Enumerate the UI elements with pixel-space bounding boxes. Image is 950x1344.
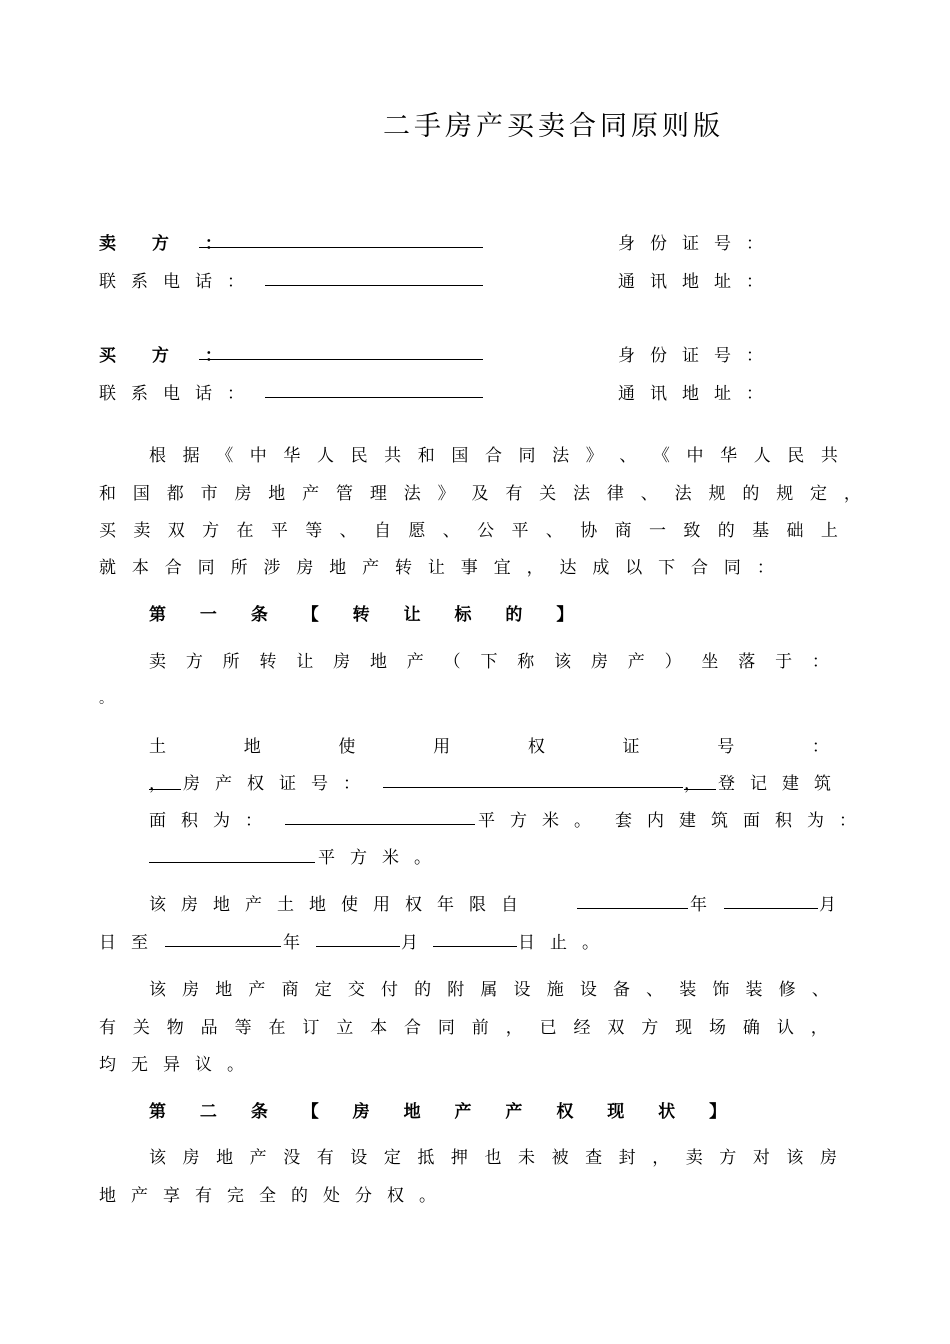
text-char: 等: [234, 1018, 252, 1038]
text-char: 坐: [701, 652, 719, 672]
text-char: 房: [234, 484, 252, 504]
text-char: 让: [296, 652, 314, 672]
land-cert-line: [149, 732, 829, 757]
text-char: 本: [370, 1018, 388, 1038]
text-char: 基: [752, 521, 770, 541]
text-char: 法: [674, 484, 692, 504]
text-char: 《: [652, 446, 670, 466]
text-char: 饰: [712, 980, 730, 1000]
text-char: 人: [753, 446, 771, 466]
text-char: 、: [442, 521, 460, 541]
text-char: 致: [683, 521, 701, 541]
text-char: 定: [810, 484, 828, 504]
text-char: 公: [477, 521, 495, 541]
text-char: 方: [202, 521, 220, 541]
text-char: 地: [268, 484, 286, 504]
term-prefix: 该房地产土地使用权年限自: [149, 895, 533, 915]
text-char: 卖: [149, 652, 166, 672]
text-char: 理: [369, 484, 387, 504]
text-char: 产: [248, 980, 266, 1000]
text-char: 的: [414, 980, 432, 1000]
text-char: 一: [649, 521, 666, 541]
text-char: 设: [513, 980, 531, 1000]
text-char: 市: [200, 484, 218, 504]
text-char: 房: [819, 1148, 837, 1168]
sqm-label-1: 平方米。: [478, 811, 606, 831]
text-char: 合: [691, 558, 709, 578]
comma-2: ，: [684, 774, 701, 794]
text-char: 有: [99, 1018, 116, 1038]
text-char: 该: [786, 1148, 804, 1168]
text-char: ，: [526, 558, 544, 578]
text-char: 合: [164, 558, 182, 578]
text-char: 已: [539, 1018, 557, 1038]
text-char: 法: [552, 446, 570, 466]
text-char: 房: [590, 652, 608, 672]
seller-id-label: 身份证号：: [618, 234, 778, 254]
text-char: 定: [314, 980, 332, 1000]
text-char: 愿: [408, 521, 426, 541]
start-year-field[interactable]: [577, 891, 688, 909]
text-char: 前: [471, 1018, 489, 1038]
text-char: 国: [132, 484, 150, 504]
text-char: 双: [167, 521, 185, 541]
text-char: 就: [99, 558, 116, 578]
text-char: 华: [283, 446, 301, 466]
text-char: 下: [658, 558, 676, 578]
text-char: 地: [216, 1148, 234, 1168]
text-char: 设: [350, 1148, 368, 1168]
text-char: 的: [742, 484, 760, 504]
text-char: 地: [243, 737, 261, 757]
text-char: ，: [652, 1148, 670, 1168]
text-char: 定: [383, 1148, 401, 1168]
text-char: 在: [236, 521, 254, 541]
text-char: 《: [216, 446, 234, 466]
year-label: 年: [690, 895, 707, 915]
text-char: 物: [166, 1018, 184, 1038]
text-char: 共: [384, 446, 402, 466]
intro-line-1: [149, 441, 838, 466]
text-char: 品: [200, 1018, 218, 1038]
text-char: 被: [551, 1148, 569, 1168]
text-char: 土: [149, 737, 166, 757]
article-2-heading: 第 二 条 【 房 地 产 产 权 现 状 】: [149, 1102, 741, 1122]
text-char: 所: [222, 652, 240, 672]
seller-address-label: 通讯地址：: [618, 272, 778, 292]
text-char: 所: [230, 558, 248, 578]
text-char: 抵: [417, 1148, 435, 1168]
text-char: 同: [723, 558, 741, 578]
inner-area-label: 套内建筑面积为：: [615, 811, 871, 831]
text-char: 查: [585, 1148, 603, 1168]
text-char: 和: [99, 484, 116, 504]
text-char: 双: [607, 1018, 625, 1038]
text-char: 有: [316, 1148, 334, 1168]
text-char: 达: [559, 558, 577, 578]
text-char: 地: [215, 980, 233, 1000]
text-char: 封: [618, 1148, 636, 1168]
text-char: 合: [404, 1018, 422, 1038]
text-char: 、: [545, 521, 563, 541]
text-char: 以: [625, 558, 643, 578]
month-label-2: 月: [401, 933, 418, 953]
text-char: 民: [350, 446, 368, 466]
text-char: ：: [811, 737, 829, 757]
text-char: 》: [437, 484, 455, 504]
start-month-field[interactable]: [724, 891, 818, 909]
text-char: 付: [380, 980, 398, 1000]
inner-area-field[interactable]: [149, 845, 315, 863]
text-char: 施: [546, 980, 564, 1000]
property-location-line: [149, 647, 829, 672]
article-1-heading: 第 一 条 【 转 让 标 的 】: [149, 605, 588, 625]
text-char: 方: [641, 1018, 659, 1038]
document-title: 二手房产买卖合同原则版: [383, 111, 724, 142]
property-cert-tail: [684, 769, 716, 794]
text-char: 律: [606, 484, 624, 504]
text-char: 该: [554, 652, 572, 672]
text-char: 同: [518, 446, 536, 466]
location-end: 。: [99, 691, 113, 707]
text-char: 事: [460, 558, 478, 578]
text-char: 落: [738, 652, 756, 672]
text-char: 国: [451, 446, 469, 466]
land-cert-field[interactable]: [149, 769, 181, 794]
text-char: 修: [778, 980, 796, 1000]
text-char: 据: [182, 446, 200, 466]
text-char: ，: [505, 1018, 523, 1038]
property-cert-field[interactable]: [383, 770, 683, 788]
text-char: 卖: [685, 1148, 703, 1168]
text-char: 中: [249, 446, 267, 466]
text-char: 转: [395, 558, 413, 578]
text-char: 现: [675, 1018, 693, 1038]
text-char: 共: [820, 446, 838, 466]
reg-area-label: 登记建筑: [718, 774, 846, 794]
comma-1: ，: [149, 774, 166, 794]
text-char: 房: [182, 1148, 200, 1168]
text-char: 本: [131, 558, 149, 578]
facilities-line-3: 均无异议。: [99, 1055, 259, 1075]
seller-phone-label: 联系电话：: [99, 272, 259, 292]
text-char: 使: [338, 737, 356, 757]
text-char: 自: [374, 521, 391, 541]
text-char: 下: [480, 652, 498, 672]
text-char: ：: [811, 652, 829, 672]
text-char: 订: [302, 1018, 320, 1038]
area-label: 面积为：: [149, 811, 277, 831]
seller-name-field[interactable]: [199, 230, 483, 248]
property-cert-label: 房产权证号：: [183, 774, 375, 794]
text-char: ，: [843, 484, 861, 504]
text-char: 、: [811, 980, 829, 1000]
sqm-label-2: 平方米。: [318, 848, 446, 868]
text-char: 和: [417, 446, 435, 466]
buyer-phone-label: 联系电话：: [99, 384, 259, 404]
text-char: 未: [518, 1148, 536, 1168]
text-char: 产: [249, 1148, 267, 1168]
text-char: 等: [305, 521, 323, 541]
text-char: 于: [775, 652, 793, 672]
text-char: 规: [776, 484, 794, 504]
text-char: 方: [719, 1148, 737, 1168]
text-char: 关: [539, 484, 557, 504]
text-char: 权: [527, 737, 545, 757]
text-char: 成: [592, 558, 610, 578]
buyer-name-field[interactable]: [199, 342, 483, 360]
text-char: 协: [580, 521, 598, 541]
text-char: 中: [686, 446, 704, 466]
text-char: 法: [573, 484, 591, 504]
text-char: 产: [406, 652, 424, 672]
text-char: 同: [197, 558, 215, 578]
text-char: 转: [259, 652, 277, 672]
text-char: 立: [336, 1018, 354, 1038]
text-char: 方: [185, 652, 203, 672]
text-char: 地: [369, 652, 387, 672]
text-char: 卖: [133, 521, 151, 541]
text-char: 买: [99, 521, 116, 541]
text-char: 上: [820, 521, 838, 541]
text-char: 产: [302, 484, 320, 504]
text-char: 称: [517, 652, 535, 672]
text-char: 法: [403, 484, 421, 504]
buyer-address-label: 通讯地址：: [618, 384, 778, 404]
text-char: 让: [427, 558, 445, 578]
text-char: 该: [149, 980, 166, 1000]
text-char: 用: [433, 737, 451, 757]
text-char: 、: [339, 521, 357, 541]
text-char: 装: [679, 980, 697, 1000]
text-char: 有: [505, 484, 523, 504]
text-char: 、: [619, 446, 637, 466]
seller-label: 卖 方 ：: [99, 234, 237, 254]
text-char: 备: [612, 980, 630, 1000]
text-char: 商: [281, 980, 299, 1000]
intro-line-2: [99, 479, 861, 504]
text-char: 同: [437, 1018, 455, 1038]
year-label-2: 年: [283, 933, 300, 953]
text-char: 华: [720, 446, 738, 466]
text-char: 的: [717, 521, 735, 541]
text-char: 涉: [263, 558, 281, 578]
text-char: 地: [329, 558, 347, 578]
text-char: 属: [480, 980, 498, 1000]
facilities-line-1: [149, 975, 829, 1000]
text-char: 、: [646, 980, 664, 1000]
facilities-line-2: [99, 1013, 828, 1038]
text-char: 都: [166, 484, 184, 504]
text-char: 押: [450, 1148, 468, 1168]
text-char: 及: [471, 484, 489, 504]
text-char: 确: [742, 1018, 760, 1038]
text-char: 民: [787, 446, 805, 466]
article-2-line-2: 地产享有完全的处分权。: [99, 1186, 451, 1206]
text-char: 房: [333, 652, 351, 672]
text-char: ，: [810, 1018, 828, 1038]
text-char: 根: [149, 446, 166, 466]
day-end-label: 日止。: [518, 933, 614, 953]
text-char: 产: [627, 652, 645, 672]
text-char: 在: [268, 1018, 286, 1038]
end-day-field[interactable]: [433, 929, 517, 947]
text-char: 平: [511, 521, 529, 541]
day-to-label: 日至: [99, 933, 163, 953]
text-char: 管: [336, 484, 354, 504]
text-char: 础: [786, 521, 804, 541]
text-char: （: [443, 652, 461, 672]
area-field[interactable]: [285, 807, 475, 825]
text-char: 产: [362, 558, 380, 578]
article-2-line-1: [149, 1143, 837, 1168]
end-year-field[interactable]: [165, 929, 281, 947]
month-label: 月: [819, 895, 836, 915]
text-char: 对: [752, 1148, 770, 1168]
text-char: 规: [708, 484, 726, 504]
text-char: ）: [664, 652, 682, 672]
buyer-phone-field[interactable]: [265, 380, 483, 398]
text-char: 号: [717, 737, 735, 757]
end-month-field[interactable]: [316, 929, 400, 947]
text-char: 场: [709, 1018, 727, 1038]
intro-line-3: [99, 516, 838, 541]
text-char: 商: [614, 521, 632, 541]
text-char: 认: [776, 1018, 794, 1038]
text-char: 人: [316, 446, 334, 466]
text-char: 证: [622, 737, 640, 757]
text-char: 该: [149, 1148, 166, 1168]
text-char: 宜: [493, 558, 511, 578]
text-char: 、: [640, 484, 658, 504]
seller-phone-field[interactable]: [265, 268, 483, 286]
text-char: 附: [447, 980, 465, 1000]
text-char: 》: [585, 446, 603, 466]
text-char: 也: [484, 1148, 502, 1168]
text-char: 设: [579, 980, 597, 1000]
text-char: 装: [745, 980, 763, 1000]
text-char: 合: [484, 446, 502, 466]
text-char: 经: [573, 1018, 591, 1038]
text-char: 交: [347, 980, 365, 1000]
text-char: 关: [132, 1018, 150, 1038]
text-char: 房: [296, 558, 314, 578]
intro-line-4: [99, 553, 774, 578]
text-char: ：: [756, 558, 774, 578]
text-char: 没: [283, 1148, 301, 1168]
text-char: 平: [270, 521, 288, 541]
buyer-id-label: 身份证号：: [618, 346, 778, 366]
text-char: 房: [182, 980, 200, 1000]
buyer-label: 买 方 ：: [99, 346, 237, 366]
